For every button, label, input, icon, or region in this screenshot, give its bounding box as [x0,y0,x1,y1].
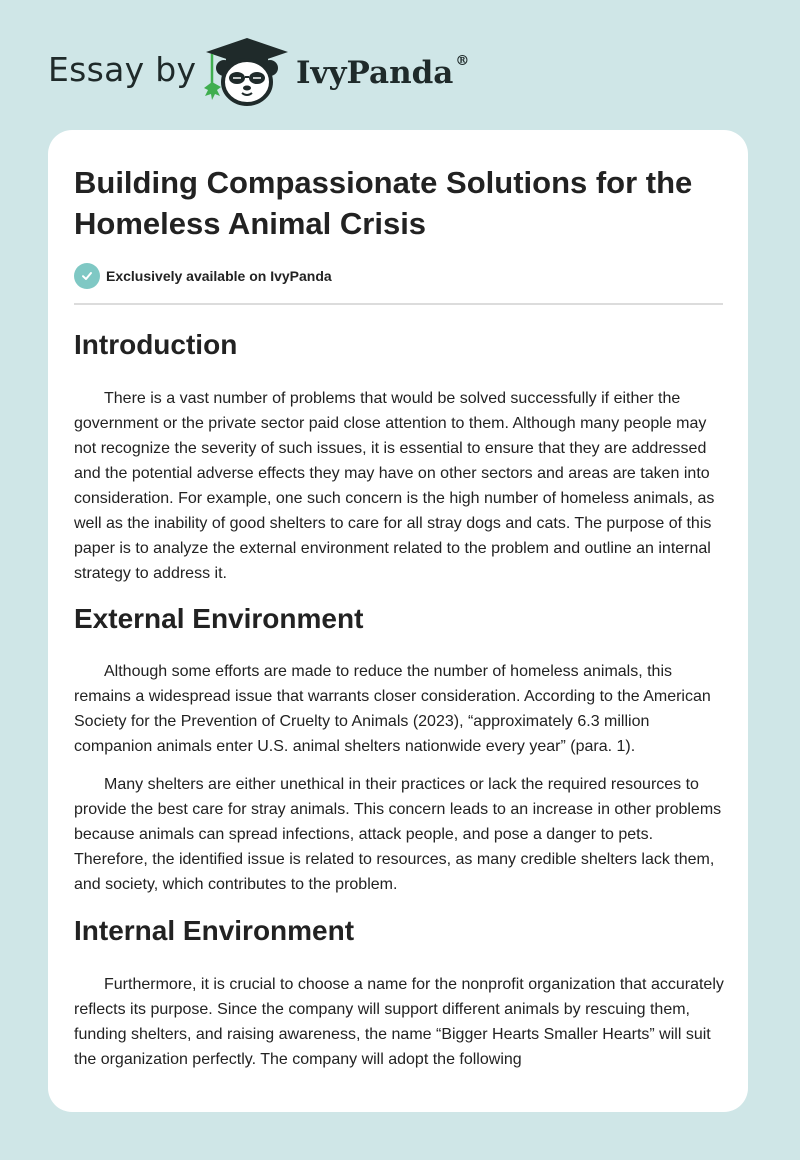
paragraph: Furthermore, it is crucial to choose a name for the nonprofit organization that accurately reflects its purpose. Since the company will support different animals by rescuing them, funding shelters, and raising awareness, the name “Bigger Hearts Smaller Hearts” will suit the organization perfectly. The company will adopt the following [74,976,724,1068]
check-circle-icon [74,263,100,289]
brand-text: IvyPanda [296,55,454,91]
paragraph: Although some efforts are made to reduce the number of homeless animals, this remains a widespread issue that warrants closer consideration. According to the American Society for the Prevention of Cruelty to Animals (2023), “approximately 6.3 million companion animals enter U.S. animal shelters nationwide every year” (para. 1). [74,663,711,755]
paragraph: Many shelters are either unethical in their practices or lack the required resources to provide the best care for stray animals. This concern leads to an increase in other problems because animals can spread infections, attack people, and pose a danger to pets. Therefore, the identified issue is related to resources, as many credible shelters lack them, and society, which contributes to the problem. [74,776,722,893]
divider [74,303,723,305]
essay-by-label: Essay by [48,50,197,89]
essay-body [74,320,726,1072]
registered-mark: ® [455,53,470,69]
section-internal-environment [74,909,726,1072]
paragraph: There is a vast number of problems that would be solved successfully if either the government or the private sector paid close attention to them. Although many people may not recognize the severity of such issues, it is essential to ensure that they are addressed and the potential adverse effects they may have on other sectors and areas are taken into consideration. For example, one such concern is the high number of homeless animals, as well as the inability of good shelters to care for all stray dogs and cats. The purpose of this paper is to analyze the external environment related to the problem and outline an internal strategy to address it. [74,390,715,582]
badge-text: Exclusively available on IvyPanda [106,268,332,284]
section-introduction [74,323,726,586]
section-external-environment [74,597,726,897]
section-heading: Internal Environment [74,915,355,946]
page-title: Building Compassionate Solutions for the Homeless Animal Crisis [74,165,693,241]
section-heading: External Environment [74,603,364,634]
exclusive-badge [74,263,332,289]
panda-graduate-logo-icon[interactable] [202,36,292,108]
site-header [0,0,800,120]
essay-card [48,130,748,1112]
brand-name[interactable] [296,55,469,91]
section-heading: Introduction [74,329,238,360]
